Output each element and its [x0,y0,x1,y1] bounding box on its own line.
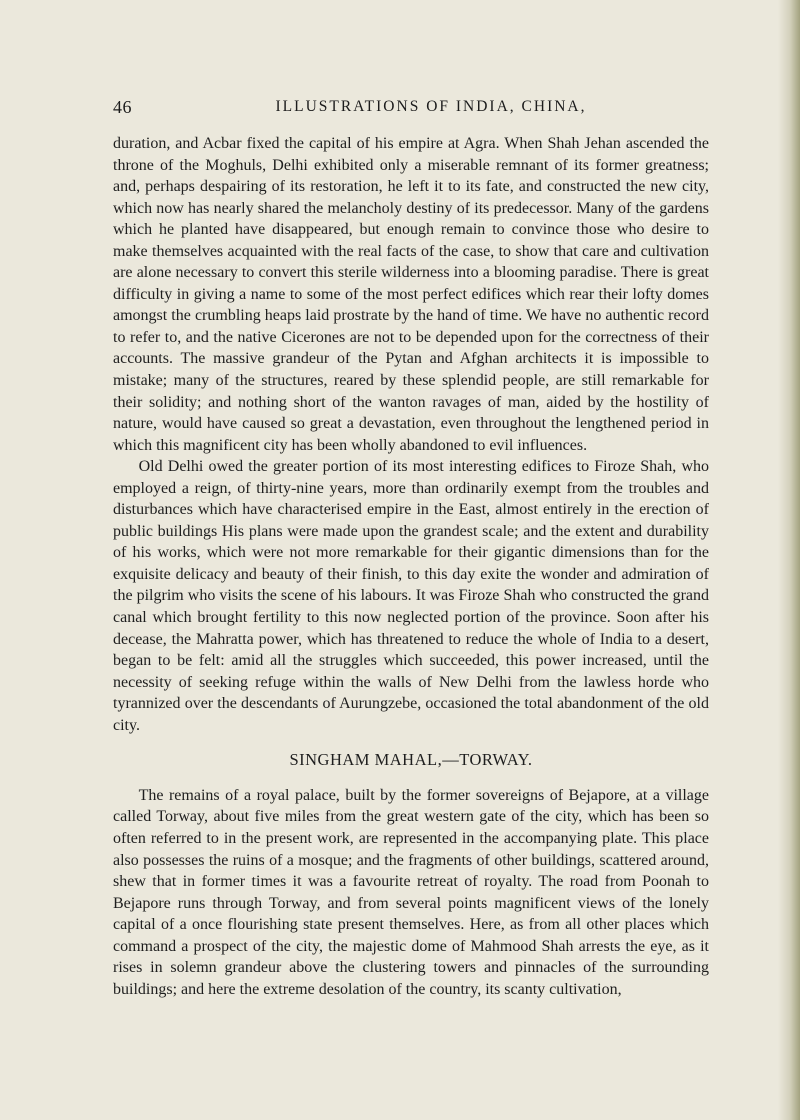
page-edge-shadow [778,0,800,1120]
section-title: SINGHAM MAHAL,—TORWAY. [289,750,533,770]
page-header [113,97,709,123]
body-text [113,133,709,1000]
running-head: ILLUSTRATIONS OF INDIA, CHINA, [275,98,587,115]
paragraph-2: Old Delhi owed the greater portion of its most interesting edifices to Firoze Shah, who employed a reign, of thirty-nine years, more than ordinarily exempt from the troubles and disturbances which have characterised empire in the East, almost entirely in the erection of public buildings His plans were made upon the grandest scale; and the extent and durability of his works, which were not more remarkable for their gigantic dimensions than for the exquisite delicacy and beauty of their finish, to this day exite the wonder and admiration of the pilgrim who visits the scene of his labours. It was Firoze Shah who constructed the grand canal which brought fertility to this now neglected portion of the province. Soon after his decease, the Mahratta power, which has threatened to reduce the whole of India to a desert, began to be felt: amid all the struggles which succeeded, this power increased, until the necessity of seeking refuge within the walls of New Delhi from the lawless horde who tyrannized over the descendants of Aurungzebe, occasioned the total abandonment of the old city. [113,458,709,734]
paragraph-1: duration, and Acbar fixed the capital of his empire at Agra. When Shah Jehan ascended the throne of the Moghuls, Delhi exhibited only a miserable remnant of its former greatness; and, perhaps despairing of its restoration, he left it to its fate, and constructed the new city, which now has nearly shared the melancholy destiny of its predecessor. Many of the gardens which he planted have disappeared, but enough remain to convince those who desire to make themselves acquainted with the real facts of the case, to show that care and cultivation are alone necessary to convert this sterile wilderness into a blooming paradise. There is great difficulty in giving a name to some of the most perfect edifices which rear their lofty domes amongst the crumbling heaps laid prostrate by the hand of time. We have no authentic record to refer to, and the native Cicerones are not to be depended upon for the correctness of their accounts. The massive grandeur of the Pytan and Afghan architects it is impossible to mistake; many of the structures, reared by these splendid people, are still remarkable for their solidity; and nothing short of the wanton ravages of man, aided by the hostility of nature, would have caused so great a devastation, even throughout the lengthened period in which this magnificent city has been wholly abandoned to evil influences. [113,135,709,454]
section-paragraph: The remains of a royal palace, built by the former sovereigns of Bejapore, at a village called Torway, about five miles from the great western gate of the city, which has been so often referred to in the present work, are represented in the accompanying plate. This place also possesses the ruins of a mosque; and the fragments of other buildings, scattered around, shew that in former times it was a favourite retreat of royalty. The road from Poonah to Bejapore runs through Torway, and from several points magnificent views of the lonely capital of a once flourishing state present themselves. Here, as from all other places which command a prospect of the city, the majestic dome of Mahmood Shah arrests the eye, as it rises in solemn grandeur above the clustering towers and pinnacles of the surrounding buildings; and here the extreme desolation of the country, its scanty cultivation, [113,786,709,998]
page-number: 46 [113,97,132,117]
